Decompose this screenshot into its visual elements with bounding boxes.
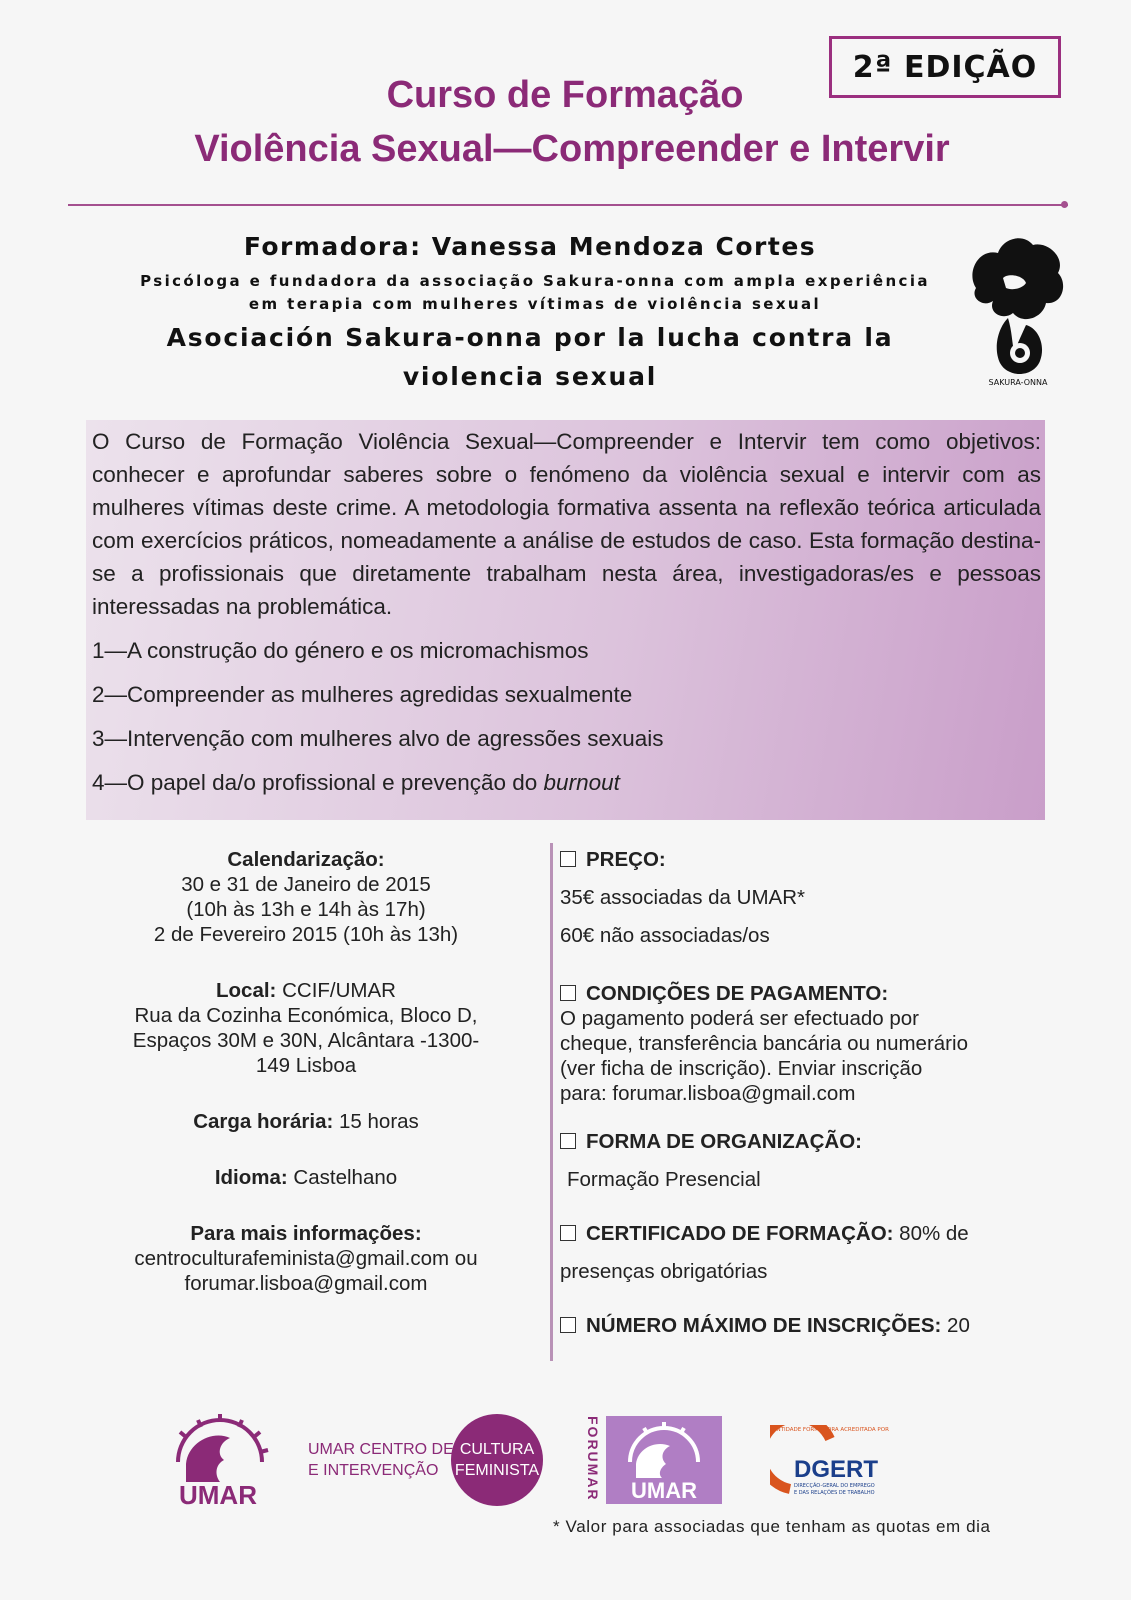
- column-divider: [550, 843, 553, 1361]
- organization-value: Formação Presencial: [567, 1168, 761, 1191]
- schedule-block: [96, 847, 516, 947]
- language-value: Castelhano: [287, 1166, 398, 1189]
- price-block: [560, 848, 1050, 948]
- hours-value: 15 horas: [333, 1110, 419, 1133]
- header-divider-dot: [1061, 201, 1068, 208]
- checkbox-icon: [560, 851, 576, 867]
- header-divider: [68, 204, 1068, 206]
- language-block: [96, 1165, 516, 1190]
- module-item: 1—A construção do género e os micromachismos: [92, 638, 589, 663]
- payment-line: cheque, transferência bancária ou numerário: [560, 1032, 968, 1055]
- organization-label: FORMA DE ORGANIZAÇÃO:: [586, 1130, 862, 1153]
- location-line: Rua da Cozinha Económica, Bloco D,: [134, 1004, 478, 1027]
- certificate-block: [560, 1222, 1050, 1284]
- price-nonmembers: 60€ não associadas/os: [560, 924, 770, 947]
- trainer-bio: [100, 270, 970, 316]
- schedule-line: 30 e 31 de Janeiro de 2015: [181, 873, 431, 896]
- ccif-text-line: UMAR CENTRO DE: [308, 1441, 454, 1458]
- footnote: * Valor para associadas que tenham as quotas em dia: [553, 1517, 991, 1536]
- details-column: [96, 847, 516, 1327]
- checkbox-icon: [560, 1133, 576, 1149]
- ccif-circle-text: CULTURA: [459, 1441, 535, 1458]
- info-label: Para mais informações:: [190, 1222, 422, 1245]
- schedule-line: (10h às 13h e 14h às 17h): [186, 898, 426, 921]
- ccif-logo: [305, 1413, 545, 1508]
- payment-line: para: forumar.lisboa@gmail.com: [560, 1082, 856, 1105]
- association-line: Asociación Sakura-onna por la lucha contra la: [166, 323, 894, 352]
- dgert-sub-text: E DAS RELAÇÕES DE TRABALHO: [794, 1490, 875, 1496]
- ccif-circle-text: FEMINISTA: [454, 1462, 540, 1479]
- association-name: [120, 318, 940, 396]
- module-item: [92, 770, 620, 796]
- schedule-line: 2 de Fevereiro 2015 (10h às 13h): [153, 923, 459, 946]
- forumar-vertical-text: FORUMAR: [585, 1416, 601, 1502]
- edition-badge: 2ª EDIÇÃO: [829, 36, 1061, 98]
- module-item: 3—Intervenção com mulheres alvo de agressões sexuais: [92, 726, 664, 751]
- info-email[interactable]: forumar.lisboa@gmail.com: [184, 1272, 428, 1295]
- trainer-bio-line: Psicóloga e fundadora da associação Sakura-onna com ampla experiência: [140, 272, 930, 290]
- dgert-sub-text: DIRECÇÃO-GERAL DO EMPREGO: [794, 1483, 875, 1489]
- max-enrollment-block: [560, 1314, 1050, 1338]
- payment-line: (ver ficha de inscrição). Enviar inscrição: [560, 1057, 923, 1080]
- trainer-bio-line: em terapia com mulheres vítimas de violência sexual: [248, 295, 822, 313]
- umar-logo-text: UMAR: [179, 1480, 257, 1508]
- hours-label: Carga horária:: [193, 1110, 334, 1133]
- price-members: 35€ associadas da UMAR*: [560, 886, 805, 909]
- max-enrollment-value: 20: [941, 1314, 970, 1337]
- location-line: Espaços 30M e 30N, Alcântara -1300-: [132, 1029, 480, 1052]
- location-value: CCIF/UMAR: [276, 979, 396, 1002]
- dgert-logo: [770, 1425, 890, 1507]
- forumar-logo: [578, 1414, 723, 1506]
- checkbox-icon: [560, 1317, 576, 1333]
- certificate-label: CERTIFICADO DE FORMAÇÃO:: [586, 1222, 894, 1245]
- info-block: [96, 1221, 516, 1296]
- location-block: [96, 978, 516, 1078]
- sakura-onna-logo: [968, 233, 1068, 393]
- module-4-text: 4—O papel da/o profissional e prevenção do: [92, 770, 544, 795]
- price-label: PREÇO:: [586, 848, 666, 871]
- association-line: violencia sexual: [402, 362, 658, 391]
- location-label: Local:: [216, 979, 277, 1002]
- checkbox-icon: [560, 1225, 576, 1241]
- payment-line: O pagamento poderá ser efectuado por: [560, 1007, 919, 1030]
- location-line: 149 Lisboa: [255, 1054, 357, 1077]
- language-label: Idioma:: [214, 1166, 288, 1189]
- course-description: O Curso de Formação Violência Sexual—Compreender e Intervir tem como objetivos: conhecer e aprofundar saberes sobre o fenómeno da violência sexual e intervir com as mulheres vítimas deste crime. A metodologia formativa assenta na reflexão teórica articulada com exercícios práticos, nomeadamente a análise de estudos de caso. Esta formação destina-se a profissionais que diretamente trabalham nesta área, investigadoras/es e pessoas interessadas na problemática.: [92, 429, 1041, 619]
- certificate-line: presenças obrigatórias: [560, 1260, 768, 1283]
- info-email[interactable]: centroculturafeminista@gmail.com ou: [134, 1247, 478, 1270]
- forumar-logo-text: UMAR: [631, 1478, 697, 1503]
- sakura-logo-text: SAKURA-ONNA: [988, 378, 1048, 387]
- ccif-text-line: E INTERVENÇÃO: [308, 1462, 439, 1479]
- hours-block: [96, 1109, 516, 1134]
- dgert-arc-text: ENTIDADE FORMADORA ACREDITADA POR: [773, 1427, 889, 1433]
- payment-label: CONDIÇÕES DE PAGAMENTO:: [586, 982, 889, 1005]
- max-enrollment-label: NÚMERO MÁXIMO DE INSCRIÇÕES:: [586, 1314, 942, 1337]
- module-item: 2—Compreender as mulheres agredidas sexualmente: [92, 682, 633, 707]
- course-title: Curso de Formação: [386, 74, 744, 116]
- schedule-label: Calendarização:: [227, 848, 385, 871]
- dgert-logo-text: DGERT: [794, 1456, 878, 1483]
- checkbox-icon: [560, 985, 576, 1001]
- module-4-emphasis: burnout: [543, 770, 620, 795]
- umar-logo: [158, 1412, 278, 1508]
- certificate-value: 80% de: [893, 1222, 969, 1245]
- trainer-name: Formadora: Vanessa Mendoza Cortes: [243, 232, 817, 261]
- payment-block: [560, 981, 1050, 1106]
- course-subtitle: Violência Sexual—Compreender e Intervir: [194, 128, 950, 170]
- organization-block: [560, 1130, 1050, 1192]
